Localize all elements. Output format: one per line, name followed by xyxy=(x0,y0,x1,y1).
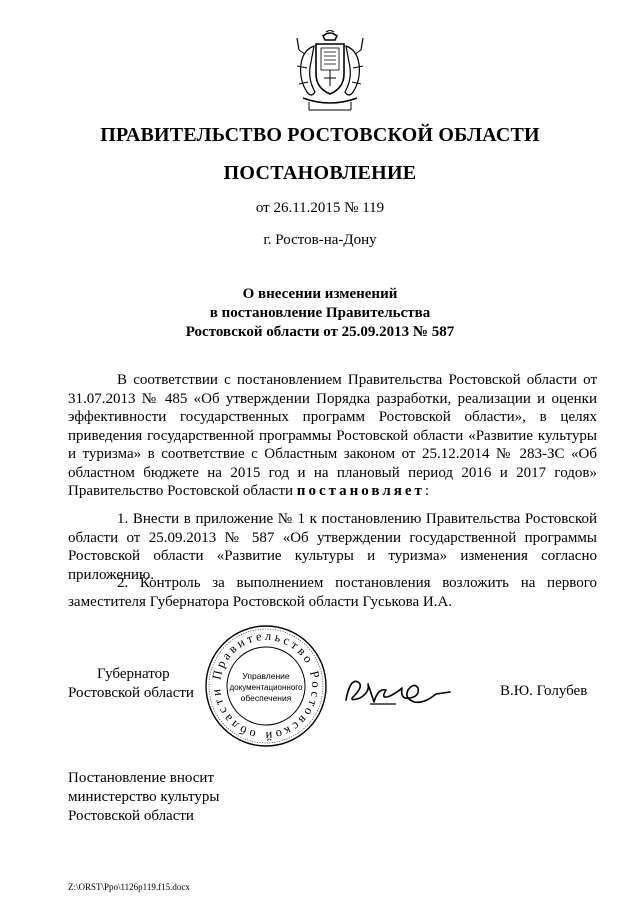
decree-item-2 xyxy=(68,574,597,611)
seal-center-line: Управление xyxy=(242,671,290,681)
decree-word: постановляет xyxy=(296,483,425,499)
decree-item-1 xyxy=(68,510,597,584)
submitter-note-line: Постановление вносит xyxy=(68,770,215,786)
seal-center-line: документационного xyxy=(229,683,303,692)
seal-ring-text: Правительство Ростовской области xyxy=(209,628,324,744)
file-path: Z:\ORST\Ppo\1126p119.f15.docx xyxy=(68,882,190,892)
decree-item-text: 2. Контроль за выполнением постановления возложить на первого заместителя Губернатора Ростовской области Гуськова И.А. xyxy=(68,575,597,610)
seal-center-line: обеспечения xyxy=(240,693,292,703)
coat-of-arms-icon xyxy=(293,30,367,112)
subject-line: в постановление Правительства xyxy=(209,305,431,321)
official-seal-stamp xyxy=(203,623,329,749)
document-city: г. Ростов-на-Дону xyxy=(263,232,377,248)
handwritten-signature xyxy=(340,670,460,714)
submitter-note xyxy=(68,769,220,826)
document-date-number: от 26.11.2015 № 119 xyxy=(255,200,385,216)
signer-position-line: Ростовской области xyxy=(68,685,194,701)
preamble-paragraph xyxy=(68,371,597,501)
submitter-note-line: Ростовской области xyxy=(68,808,194,824)
document-subject xyxy=(0,285,640,342)
decree-colon: : xyxy=(424,483,430,499)
subject-line: О внесении изменений xyxy=(242,286,398,302)
submitter-note-line: министерство культуры xyxy=(68,789,220,805)
authority-title: ПРАВИТЕЛЬСТВО РОСТОВСКОЙ ОБЛАСТИ xyxy=(100,124,540,146)
subject-line: Ростовской области от 25.09.2013 № 587 xyxy=(185,324,455,340)
signer-name: В.Ю. Голубев xyxy=(500,683,588,699)
preamble-text: В соответствии с постановлением Правительства Ростовской области от 31.07.2013 № 485 «Об утверждении Порядка разработки, реализации и оценки эффективности государственных программ Ростовской области», в целях приведения государственной программы Ростовской области «Развитие культуры и туризма» в соответствие с Областным законом от 25.12.2014 № 283-ЗС «Об областном бюджете на 2015 год и на плановый период 2016 и 2017 годов» Правительство Ростовской области xyxy=(68,372,597,499)
decree-item-text: 1. Внести в приложение № 1 к постановлению Правительства Ростовской области от 25.09.2013 № 587 «Об утверждении государственной программы Ростовской области «Развитие культуры и туризма» изменения согласно приложению. xyxy=(68,511,597,583)
signer-position-line: Губернатор xyxy=(97,666,170,682)
document-type: ПОСТАНОВЛЕНИЕ xyxy=(223,162,417,184)
signer-position xyxy=(68,665,194,703)
